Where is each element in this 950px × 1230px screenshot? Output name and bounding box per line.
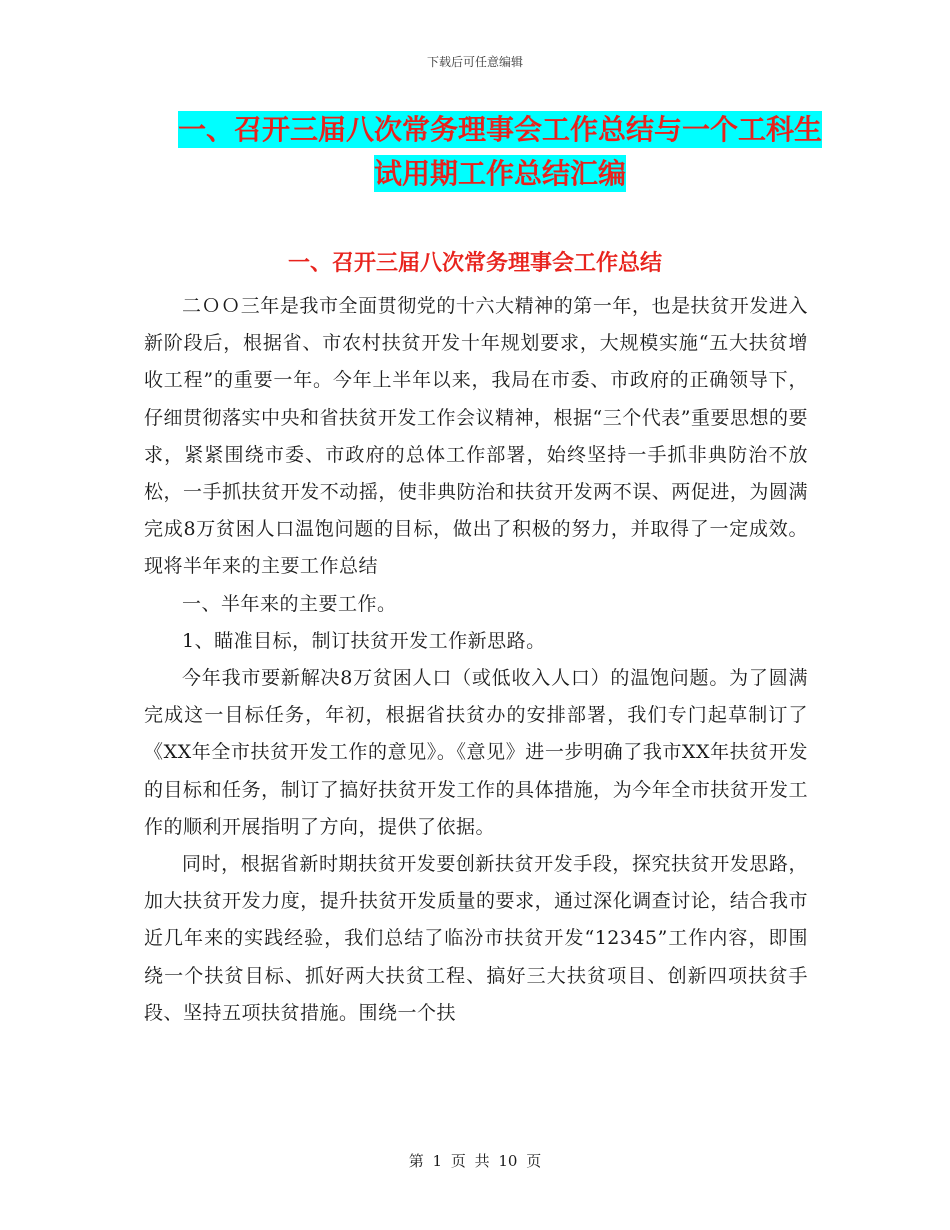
section-title: 一、召开三届八次常务理事会工作总结 <box>287 251 662 276</box>
header-note: 下载后可任意编辑 <box>426 55 523 69</box>
document-title <box>150 108 850 196</box>
paragraph: 一、半年来的主要工作。 <box>182 592 397 615</box>
document-title-line-2: 试用期工作总结汇编 <box>373 157 626 190</box>
paragraph: 二ＯＯ三年是我市全面贯彻党的十六大精神的第一年，也是扶贫开发进入新阶段后，根据省、市农村扶贫开发十年规划要求，大规模实施“五大扶贫增收工程”的重要一年。今年上半年以来，我局在市委、市政府的正确领导下，仔细贯彻落实中央和省扶贫开发工作会议精神，根据“三个代表”重要思想的要求，紧紧围绕市委、市政府的总体工作部署，始终坚持一手抓非典防治不放松，一手抓扶贫开发不动摇，使非典防治和扶贫开发两不误、两促进，为圆满完成8万贫困人口温饱问题的目标，做出了积极的努力，并取得了一定成效。现将半年来的主要工作总结 <box>144 295 808 578</box>
paragraph: 同时，根据省新时期扶贫开发要创新扶贫开发手段，探究扶贫开发思路，加大扶贫开发力度，提升扶贫开发质量的要求，通过深化调查讨论，结合我市近几年来的实践经验，我们总结了临汾市扶贫开发“12345”工作内容，即围绕一个扶贫目标、抓好两大扶贫工程、搞好三大扶贫项目、创新四项扶贫手段、坚持五项扶贫措施。围绕一个扶 <box>144 853 808 1024</box>
paragraph: 今年我市要新解决8万贫困人口（或低收入人口）的温饱问题。为了圆满完成这一目标任务，年初，根据省扶贫办的安排部署，我们专门起草制订了《XX年全市扶贫开发工作的意见》。《意见》进一步明确了我市XX年扶贫开发的目标和任务，制订了搞好扶贫开发工作的具体措施，为今年全市扶贫开发工作的顺利开展指明了方向，提供了依据。 <box>144 667 808 838</box>
body-text <box>144 288 808 1032</box>
paragraph: 1、瞄准目标，制订扶贫开发工作新思路。 <box>182 629 546 652</box>
document-title-line-1: 一、召开三届八次常务理事会工作总结与一个工科生 <box>177 113 822 146</box>
page-footer: 第 1 页 共 10 页 <box>408 1152 542 1170</box>
